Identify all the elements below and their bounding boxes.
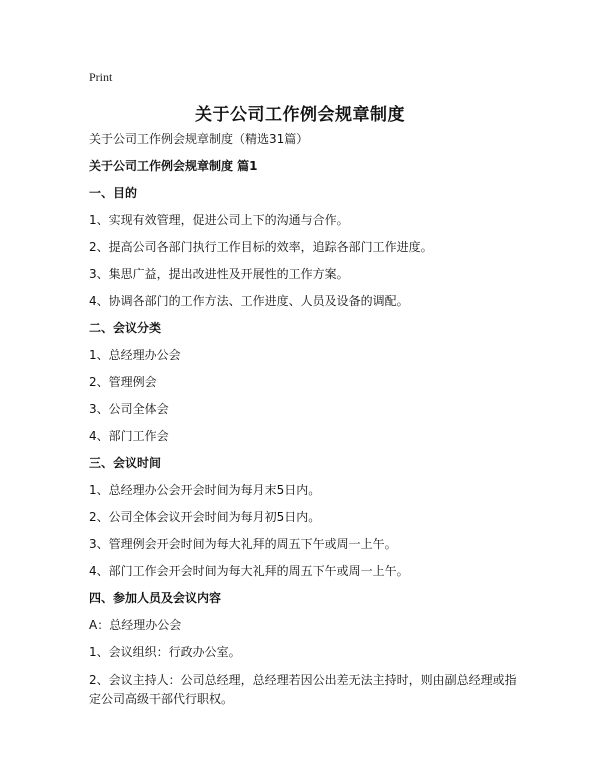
list-item: 3、公司全体会 (89, 402, 169, 416)
list-item: 4、协调各部门的工作方法、工作进度、人员及设备的调配。 (89, 294, 409, 308)
list-item: 1、总经理办公会开会时间为每月末5日内。 (89, 483, 321, 497)
list-item: 2、公司全体会议开会时间为每月初5日内。 (89, 510, 321, 524)
list-item: 2、管理例会 (89, 375, 157, 389)
list-item: 4、部门工作会开会时间为每大礼拜的周五下午或周一上午。 (89, 564, 409, 578)
list-item: 3、管理例会开会时间为每大礼拜的周五下午或周一上午。 (89, 537, 397, 551)
document-title: 关于公司工作例会规章制度 (195, 105, 405, 125)
section-heading-purpose: 一、目的 (89, 186, 138, 200)
subsection-heading: A：总经理办公会 (89, 618, 182, 632)
list-item: 1、实现有效管理，促进公司上下的沟通与合作。 (89, 213, 349, 227)
list-item: 1、会议组织：行政办公室。 (89, 645, 241, 659)
print-label[interactable]: Print (89, 70, 113, 84)
article-heading: 关于公司工作例会规章制度 篇1 (89, 159, 258, 173)
list-item: 2、提高公司各部门执行工作目标的效率，追踪各部门工作进度。 (89, 240, 433, 254)
document-subtitle: 关于公司工作例会规章制度（精选31篇） (89, 132, 309, 146)
section-heading-types: 二、会议分类 (89, 321, 162, 335)
list-item: 4、部门工作会 (89, 429, 169, 443)
document-body (89, 131, 519, 709)
list-item: 3、集思广益，提出改进性及开展性的工作方案。 (89, 267, 349, 281)
list-item: 2、会议主持人：公司总经理，总经理若因公出差无法主持时，则由副总经理或指定公司高级干部代行职权。 (89, 673, 517, 706)
section-heading-participants: 四、参加人员及会议内容 (89, 591, 222, 605)
list-item: 1、总经理办公会 (89, 348, 181, 362)
section-heading-time: 三、会议时间 (89, 456, 162, 470)
